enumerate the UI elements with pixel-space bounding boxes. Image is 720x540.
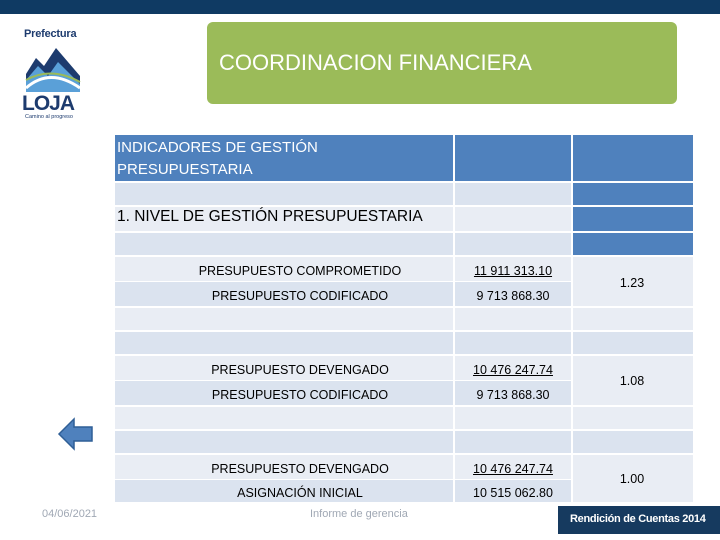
table-cell <box>573 233 693 255</box>
numerator-label: PRESUPUESTO DEVENGADO <box>211 363 389 377</box>
denominator-value: 10 515 062.80 <box>473 486 553 500</box>
footer-center: Informe de gerencia <box>310 508 408 520</box>
table-cell <box>115 183 453 205</box>
denominator-label: PRESUPUESTO CODIFICADO <box>211 289 389 303</box>
numerator-label: PRESUPUESTO COMPROMETIDO <box>198 264 402 278</box>
table-cell <box>115 233 453 255</box>
table-cell <box>455 308 571 330</box>
table-cell <box>115 431 453 453</box>
denominator-label: ASIGNACIÓN INICIAL <box>237 486 363 500</box>
table-cell <box>573 332 693 354</box>
table-cell <box>573 308 693 330</box>
section-banner <box>207 22 677 104</box>
table-cell <box>455 332 571 354</box>
table-cell <box>573 183 693 205</box>
footer-date: 04/06/2021 <box>42 508 98 520</box>
table-cell <box>573 431 693 453</box>
table-cell <box>115 407 453 429</box>
logo-city: LOJA <box>22 92 75 115</box>
denominator-value: 9 713 868.30 <box>476 289 550 303</box>
footer-brand-bar <box>558 506 720 534</box>
table-cell <box>455 407 571 429</box>
numerator-value: 11 911 313.10 <box>473 264 553 278</box>
table-cell <box>455 233 571 255</box>
numerator-value: 10 476 247.74 <box>473 462 553 476</box>
top-bar <box>0 0 720 14</box>
table-cell <box>115 332 453 354</box>
numerator-value: 10 476 247.74 <box>473 363 553 377</box>
table-cell <box>455 207 571 231</box>
table-cell <box>573 407 693 429</box>
section-title: 1. NIVEL DE GESTIÓN PRESUPUESTARIA <box>117 208 423 225</box>
header-cell <box>455 135 571 181</box>
logo-name: Prefectura <box>24 28 77 40</box>
prefectura-logo <box>16 24 88 124</box>
mountain-logo-icon <box>24 44 82 94</box>
logo-slogan: Camino al progreso <box>25 114 73 120</box>
back-arrow-icon[interactable] <box>56 414 96 454</box>
table-cell <box>573 207 693 231</box>
ratio-value: 1.00 <box>619 472 645 486</box>
denominator-value: 9 713 868.30 <box>476 388 550 402</box>
table-header: INDICADORES DE GESTIÓN PRESUPUESTARIA <box>117 139 318 178</box>
table-cell <box>455 431 571 453</box>
numerator-label: PRESUPUESTO DEVENGADO <box>211 462 389 476</box>
table-cell <box>115 308 453 330</box>
ratio-value: 1.08 <box>619 374 645 388</box>
denominator-label: PRESUPUESTO CODIFICADO <box>211 388 389 402</box>
header-cell <box>573 135 693 181</box>
ratio-value: 1.23 <box>619 276 645 290</box>
footer-brand: Rendición de Cuentas 2014 <box>570 513 706 525</box>
table-cell <box>455 183 571 205</box>
banner-title: COORDINACION FINANCIERA <box>219 50 532 75</box>
